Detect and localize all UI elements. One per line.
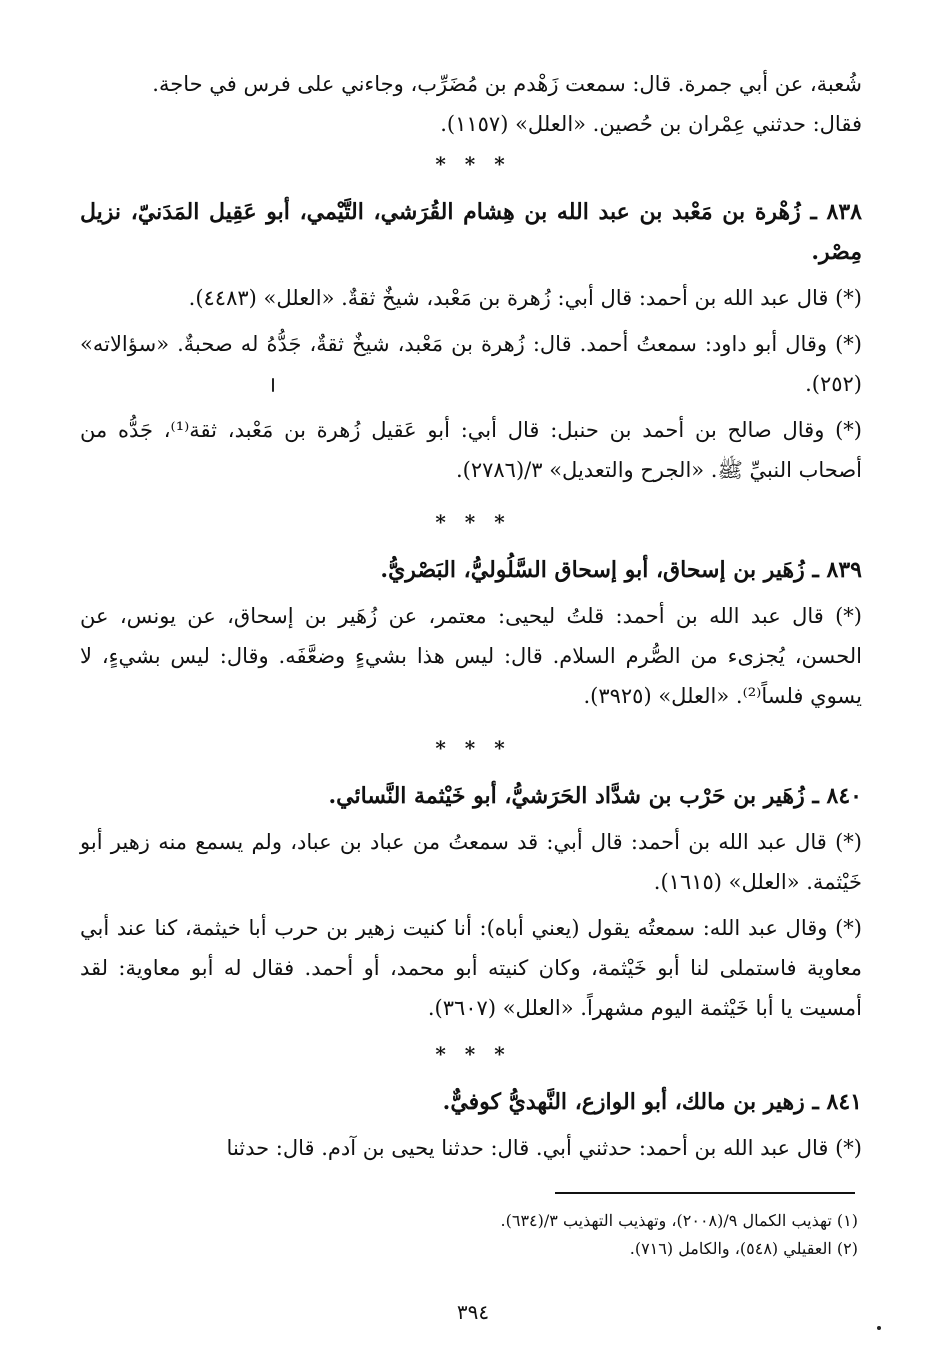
entry-839 — [80, 550, 862, 716]
entry-838-heading: ٨٣٨ ـ زُهْرة بن مَعْبد بن عبد الله بن هِشام القُرَشي، التَّيْمي، أبو عَقِيل المَدَنيّ، نزيل مِصْر. — [80, 199, 862, 265]
entry-841-para-1: (*) قال عبد الله بن أحمد: حدثني أبي. قال: حدثنا يحيى بن آدم. قال: حدثنا — [226, 1136, 862, 1160]
section-separator: * * * — [435, 1042, 511, 1066]
entry-840-para-1: (*) قال عبد الله بن أحمد: قال أبي: قد سمعتُ من عباد بن عباد، ولم يسمع منه زهير أبو خَيْثمة. «العلل» (١٦١٥). — [80, 830, 862, 894]
entry-840 — [80, 776, 862, 1028]
entry-841 — [80, 1082, 862, 1168]
entry-839-heading: ٨٣٩ ـ زُهَير بن إسحاق، أبو إسحاق السَّلُوليُّ، البَصْريُّ. — [380, 557, 862, 583]
entry-841-heading: ٨٤١ ـ زهير بن مالك، أبو الوازع، النَّهديُّ كوفيٌّ. — [442, 1089, 862, 1115]
entry-838-para-1: (*) قال عبد الله بن أحمد: قال أبي: زُهرة بن مَعْبد، شيخٌ ثقةٌ. «العلل» (٤٤٨٣). — [188, 286, 862, 310]
scan-speck — [877, 1326, 881, 1330]
intro-line-1: شُعبة، عن أبي جمرة. قال: سمعت زَهْدم بن مُضَرِّب، وجاءني على فرس في حاجة. — [152, 72, 862, 96]
section-separator: * * * — [435, 152, 511, 176]
section-separator: * * * — [435, 510, 511, 534]
entry-839-para-1: (*) قال عبد الله بن أحمد: قلتُ ليحيى: معتمر، عن زُهَير بن إسحاق، عن يونس، عن الحسن، يُجزىء من الصُّرم السلام. قال: ليس هذا بشيءٍ وضعَّفَه. وقال: ليس بشيءٍ، لا يسوي فلساً⁽²⁾. «العلل» (٣٩٢٥). — [80, 604, 862, 708]
entry-840-heading: ٨٤٠ ـ زُهَير بن حَرْب بن شدَّاد الحَرَشيُّ، أبو خَيْثمة النَّسائي. — [328, 783, 862, 809]
entry-838-para-2: (*) وقال أبو داود: سمعتُ أحمد. قال: زُهرة بن مَعْبد، شيخٌ ثقةٌ، جَدُّهُ له صحبةٌ. «سؤالاته» (٢٥٢). — [80, 332, 862, 396]
page-number: ٣٩٤ — [456, 1300, 490, 1324]
footnote-2: (٢) العقيلي (٥٤٨)، والكامل (٧١٦). — [629, 1239, 858, 1258]
intro-line-2: فقال: حدثني عِمْران بن حُصين. «العلل» (١١٥٧). — [440, 112, 862, 136]
section-separator: * * * — [435, 736, 511, 760]
intro-block — [80, 64, 862, 144]
footnote-1: (١) تهذيب الكمال ٩/(٢٠٠٨)، وتهذيب التهذيب ٣/(٦٣٤). — [500, 1211, 858, 1230]
entry-838 — [80, 192, 862, 490]
scan-speck — [272, 378, 274, 392]
entry-840-para-2: (*) وقال عبد الله: سمعتُه يقول (يعني أباه): أنا كنيت زهير بن حرب أبا خيثمة، كنا عند أبي معاوية فاستملى لنا أبو خَيْثمة، وكان كنيته أبو محمد، أو أحمد. فقال له أبو معاوية: لقد أمسيت يا أبا خَيْثمة اليوم مشهراً. «العلل» (٣٦٠٧). — [80, 916, 862, 1020]
footnote-rule — [555, 1192, 855, 1194]
entry-838-para-3: (*) وقال صالح بن أحمد بن حنبل: قال أبي: أبو عَقيل زُهرة بن مَعْبد، ثقة⁽¹⁾، جَدُّه من أصحاب النبيِّ ﷺ. «الجرح والتعديل» ٣/(٢٧٨٦). — [80, 418, 862, 482]
